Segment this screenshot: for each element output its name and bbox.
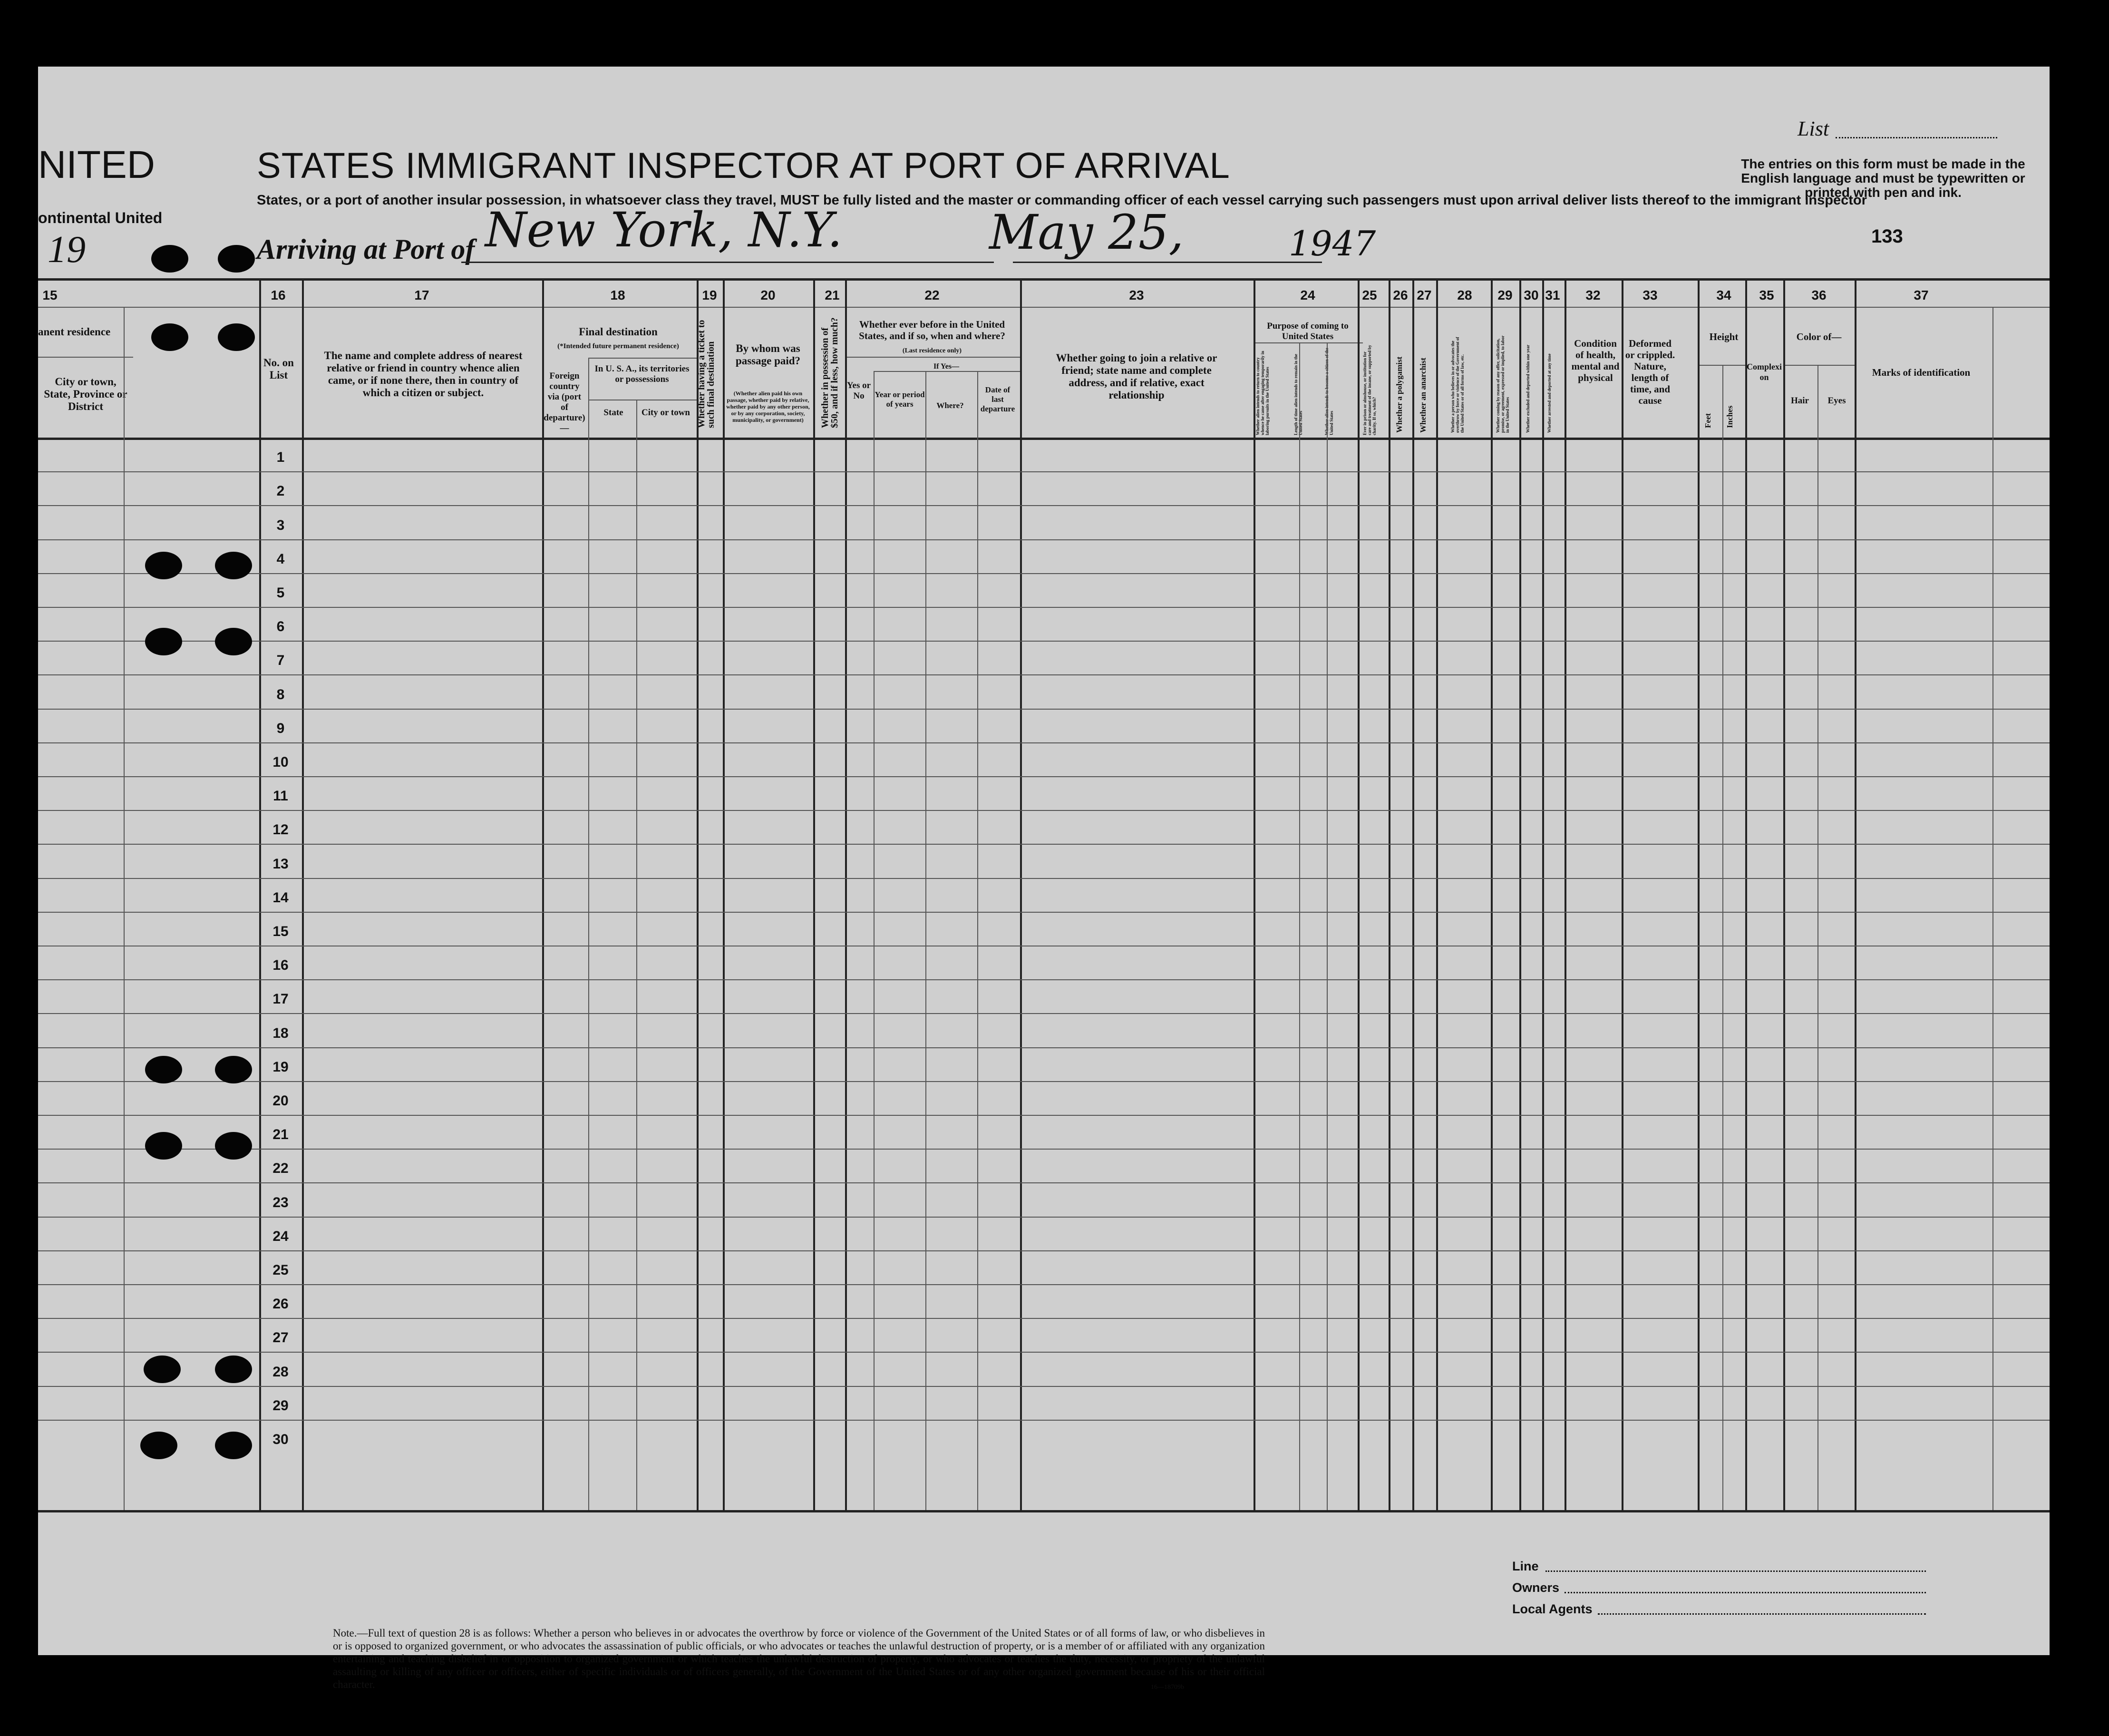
row-number: 1: [276, 449, 285, 466]
row-line: [38, 607, 2050, 608]
header-color-of: Color of—: [1796, 331, 1842, 342]
header-labor-offer: Whether coming by reason of any offer, solicitation, promise, or agreement, expressed or implied, to labor in the United States: [1496, 335, 1510, 433]
punch-hole: [140, 1432, 177, 1459]
punch-hole: [145, 628, 182, 655]
date-handwritten: May 25,: [989, 205, 1184, 260]
colnum-18: 18: [610, 288, 625, 302]
punch-hole: [151, 323, 188, 351]
punch-hole: [145, 1056, 182, 1083]
header-in-usa: In U. S. A., its territories or possessions: [594, 364, 690, 384]
colnum-27: 27: [1417, 288, 1432, 302]
row-line: [38, 1386, 2050, 1387]
row-line: [38, 709, 2050, 710]
row-number: 26: [272, 1296, 289, 1312]
row-line: [38, 539, 2050, 540]
header-passage-paid: By whom was passage paid?: [735, 342, 801, 367]
row-line: [38, 573, 2050, 574]
header-join-relative: Whether going to join a relative or friend; state name and complete address, and if relative, exact relationship: [1056, 352, 1217, 401]
row-line: [38, 776, 2050, 777]
header-last-residence: (Last residence only): [902, 347, 962, 354]
row-number: 12: [272, 822, 289, 838]
column-number-divider: [38, 307, 2050, 308]
row-number: 19: [272, 1059, 289, 1075]
line-field: [1545, 1570, 1926, 1572]
row-number: 30: [272, 1432, 289, 1447]
row-number: 3: [276, 517, 285, 533]
punch-hole: [215, 1056, 252, 1083]
colnum-22: 22: [924, 288, 940, 302]
punch-hole: [215, 1432, 252, 1459]
punch-hole: [145, 1132, 182, 1160]
ever-before-divider: [846, 357, 1020, 358]
row-line: [38, 1047, 2050, 1048]
color-divider: [1783, 365, 1855, 366]
header-health: Condition of health, mental and physical: [1571, 338, 1620, 383]
row-line: [38, 1081, 2050, 1082]
year-prefix: 19: [48, 229, 86, 271]
row-number: 28: [272, 1364, 289, 1380]
if-yes-divider: [874, 371, 1020, 372]
colnum-34: 34: [1716, 288, 1731, 302]
punch-hole: [215, 552, 252, 579]
row-number: 23: [272, 1194, 289, 1210]
local-agents-field: [1598, 1613, 1926, 1615]
continental-fragment: ontinental United: [38, 209, 163, 226]
header-anarchist: Whether an anarchist: [1419, 357, 1428, 433]
colnum-36: 36: [1811, 288, 1827, 302]
residence-divider: [38, 357, 133, 358]
row-number: 11: [273, 788, 288, 804]
row-number: 21: [272, 1127, 289, 1143]
row-line: [38, 1318, 2050, 1319]
list-label: List: [1798, 117, 1829, 140]
instruction-note: The entries on this form must be made in the English language and must be typewritten or printed with pen and ink.: [1741, 156, 2025, 200]
arriving-label: Arriving at Port of: [257, 234, 475, 265]
row-line: [38, 1115, 2050, 1116]
punch-hole: [218, 323, 255, 351]
port-underline: [461, 262, 994, 263]
colnum-30: 30: [1524, 288, 1539, 302]
header-city-or-town: City or town: [641, 408, 690, 418]
row-number: 15: [272, 924, 289, 939]
row-line: [38, 471, 2050, 472]
header-residence: anent residence: [38, 326, 111, 338]
header-passage-note: (Whether alien paid his own passage, whether paid by relative, whether paid by any other person, or by any corporation, society, municipality, or government): [726, 390, 810, 423]
punch-hole: [215, 1132, 252, 1160]
colnum-17: 17: [414, 288, 429, 302]
header-ever-before: Whether ever before in the United States, and if so, when and where?: [859, 319, 1005, 341]
colnum-23: 23: [1129, 288, 1144, 302]
header-excluded: Whether excluded and deported within one year: [1526, 344, 1530, 433]
final-dest-divider: [588, 358, 697, 359]
colnum-33: 33: [1642, 288, 1658, 302]
row-number: 6: [276, 619, 285, 635]
header-feet: Feet: [1703, 413, 1712, 428]
colnum-37: 37: [1914, 288, 1929, 302]
row-line: [38, 1149, 2050, 1150]
footnote-question-28: Note.—Full text of question 28 is as follows: Whether a person who believes in or advocates the overthrow by force or violence of the Government of the United States or of all forms of law, or who disbelieves in or is opposed to organized government, or who advocates the assassination of public officials, or who advocates or teaches the unlawful destruction of property, or is a member of or affiliated with any organization entertaining and teaching disbelief in or opposition to organized government or which teaches the unlawful destruction of property, or who advocates or teaches the duty, necessity, or propriety of the unlawful assaulting or killing of any officer or officers, either of specific individuals or of officers generally, of the Government of the United States or of any other organized government because of his or their official character.: [333, 1627, 1265, 1690]
table-top-border: [38, 278, 2050, 281]
header-prison: Ever in prison or almshouse, or institution for care and treatment of the insane, or supported by charity. If so, which?: [1362, 345, 1377, 435]
row-line: [38, 1250, 2050, 1251]
colnum-25: 25: [1362, 288, 1377, 302]
colnum-20: 20: [760, 288, 776, 302]
punch-hole: [144, 1356, 181, 1383]
colnum-26: 26: [1393, 288, 1408, 302]
date-underline: [1013, 262, 1322, 263]
punch-hole: [215, 628, 252, 655]
row-line: [38, 912, 2050, 913]
row-number: 9: [276, 720, 285, 736]
row-number: 29: [272, 1397, 289, 1414]
row-line: [38, 641, 2050, 642]
header-length-stay: Length of time alien intends to remain in the United States: [1293, 354, 1303, 435]
header-height: Height: [1709, 331, 1739, 342]
colnum-35: 35: [1759, 288, 1774, 302]
header-final-destination: Final destination: [579, 326, 658, 338]
row-number: 13: [272, 856, 289, 872]
row-number: 20: [272, 1093, 289, 1109]
header-fifty-dollars: Whether in possession of $50, and if less, how much?: [820, 317, 840, 428]
header-foreign-country: Foreign country via (port of departure)—: [544, 371, 585, 433]
colnum-16: 16: [271, 288, 286, 302]
colnum-21: 21: [825, 288, 840, 302]
header-hair: Hair: [1791, 396, 1809, 406]
height-divider: [1698, 365, 1745, 366]
title-fragment: NITED: [38, 143, 155, 186]
colnum-24: 24: [1300, 288, 1315, 302]
colnum-29: 29: [1497, 288, 1513, 302]
header-if-yes: If Yes—: [933, 362, 960, 371]
colnum-15: 15: [42, 288, 58, 302]
header-where: Where?: [936, 401, 964, 410]
header-purpose: Purpose of coming to United States: [1267, 321, 1349, 341]
owners-label: Owners: [1512, 1580, 1560, 1595]
header-deported: Whether arrested and deported at any time: [1547, 353, 1552, 433]
punch-hole: [145, 552, 182, 579]
row-number: 7: [276, 653, 285, 669]
header-return-intent: Whether alien intends to return to country whence he came after engaging temporarily in laboring pursuits in the United States: [1255, 351, 1270, 435]
row-line: [38, 1013, 2050, 1014]
row-line: [38, 878, 2050, 879]
row-line: [38, 505, 2050, 506]
row-number: 5: [276, 585, 285, 601]
row-line: [38, 1182, 2050, 1183]
row-number: 22: [272, 1161, 289, 1177]
header-state: State: [603, 408, 623, 418]
page-number: 133: [1871, 226, 1903, 247]
list-number-line: [1836, 137, 1997, 138]
header-no-on-list: No. on List: [263, 357, 294, 381]
header-date-departure: Date of last departure: [980, 385, 1015, 413]
row-line: [38, 742, 2050, 743]
colnum-28: 28: [1457, 288, 1472, 302]
table-bottom-border: [38, 1510, 2050, 1512]
colnum-32: 32: [1585, 288, 1601, 302]
header-years: Year or period of years: [875, 390, 925, 409]
row-number: 24: [272, 1228, 289, 1244]
owners-field: [1565, 1592, 1926, 1593]
row-number: 25: [272, 1262, 289, 1278]
row-line: [38, 810, 2050, 811]
line-label: Line: [1512, 1559, 1539, 1573]
header-polygamist: Whether a polygamist: [1395, 356, 1404, 433]
punch-hole: [218, 245, 255, 273]
header-inches: Inches: [1725, 405, 1734, 428]
header-overthrow: Whether a person who believes in or advocates the overthrow by force or violence of the Government of the United States or of all forms of law, etc.: [1450, 337, 1465, 433]
row-number: 8: [276, 686, 285, 702]
row-number: 18: [272, 1025, 289, 1041]
header-deformed: Deformed or crippled. Nature, length of time, and cause: [1625, 338, 1675, 406]
row-number: 14: [272, 889, 289, 906]
row-number: 4: [276, 551, 285, 567]
row-line: [38, 1352, 2050, 1353]
row-number: 17: [272, 991, 289, 1007]
row-line: [38, 844, 2050, 845]
row-line: [38, 1284, 2050, 1285]
header-city-town: City or town, State, Province or District: [44, 376, 127, 412]
row-line: [38, 674, 2050, 675]
form-code: 16—18709b: [1151, 1684, 1184, 1691]
local-agents-label: Local Agents: [1512, 1602, 1593, 1616]
header-eyes: Eyes: [1827, 396, 1846, 406]
punch-hole: [151, 245, 188, 273]
year-handwritten: 1947: [1289, 224, 1376, 263]
header-marks: Marks of identification: [1872, 367, 1971, 378]
row-line: [38, 1420, 2050, 1421]
row-number: 2: [276, 483, 285, 499]
header-ticket: Whether having a ticket to such final destination: [696, 320, 716, 428]
row-number: 10: [272, 754, 289, 770]
row-line: [38, 1217, 2050, 1218]
punch-hole: [215, 1356, 252, 1383]
form-subtitle: States, or a port of another insular possession, in whatsoever class they travel, MUST be fully listed and the master or commanding officer of each vessel carrying such passengers must upon arrival deliver lists thereof to the immigrant inspector: [257, 193, 1867, 208]
row-line: [38, 979, 2050, 980]
header-citizen-intent: Whether alien intends to become a citizen of the United States: [1324, 348, 1334, 435]
header-complexion: Complexion: [1747, 362, 1782, 382]
colnum-31: 31: [1545, 288, 1560, 302]
purpose-divider: [1254, 342, 1363, 343]
port-handwritten: New York, N.Y.: [485, 202, 843, 258]
form-title: STATES IMMIGRANT INSPECTOR AT PORT OF ARRIVAL: [257, 146, 1230, 186]
row-number: 16: [272, 957, 289, 974]
header-yes-no: Yes or No: [846, 380, 871, 401]
manifest-sheet: [38, 67, 2050, 1691]
header-nearest-relative: The name and complete address of nearest relative or friend in country whence alien came, or if none there, then in country of which a citizen or subject.: [324, 350, 523, 399]
colnum-19: 19: [702, 288, 717, 302]
row-number: 27: [272, 1330, 289, 1346]
header-final-dest-note: (*Intended future permanent residence): [557, 342, 679, 350]
header-bottom-border: [38, 438, 2050, 440]
